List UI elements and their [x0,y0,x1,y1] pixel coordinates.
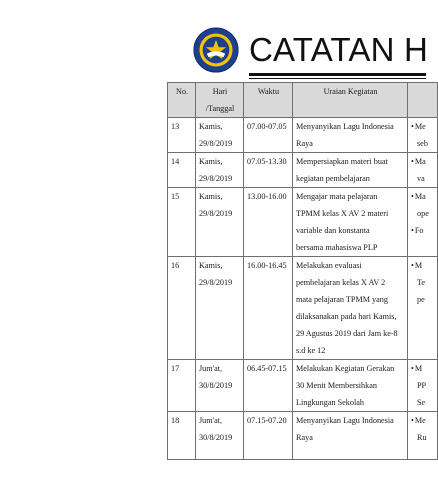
page-title: CATATAN H [249,31,429,68]
row-description: Menyanyikan Lagu Indonesia Raya [293,118,408,153]
title-underline-thin [249,78,426,79]
row-number: 14 [168,153,196,188]
row-number: 18 [168,412,196,460]
title-underline [249,73,426,76]
justified-line: Melakukan evaluasi [296,261,362,270]
table-row [168,118,438,153]
row-day: Kamis, 29/8/2019 [196,153,244,188]
row-number: 17 [168,360,196,412]
row-time: 07.00-07.05 [244,118,293,153]
row-notes: • Me Ru [408,412,438,460]
row-notes: • Me seb [408,118,438,153]
row-day: Kamis, 29/8/2019 [196,188,244,257]
row-day: Kamis, 29/8/2019 [196,118,244,153]
row-time: 07.05-13.30 [244,153,293,188]
row-day: Jum'at, 30/8/2019 [196,360,244,412]
table-header-row [168,83,438,118]
column-header-time: Waktu [244,83,293,118]
row-description: Melakukan Kegiatan Gerakan 30 Menit Membersihkan Lingkungan Sekolah [293,360,408,412]
column-header-notes [408,83,438,118]
row-notes: • Ma va [408,153,438,188]
row-number: 16 [168,257,196,360]
page-header [0,0,429,82]
column-header-no: No. [168,83,196,118]
activity-log-table [167,82,438,460]
row-notes: • M PP Se [408,360,438,412]
table-row [168,257,438,360]
row-number: 15 [168,188,196,257]
row-description: Menyanyikan Lagu Indonesia Raya [293,412,408,460]
column-header-day: Hari /Tanggal [196,83,244,118]
row-notes: • M Te pe [408,257,438,360]
university-logo [193,27,239,73]
row-time: 13.00-16.00 [244,188,293,257]
row-day: Jum'at, 30/8/2019 [196,412,244,460]
row-notes: • Ma ope • Fo [408,188,438,257]
row-description: Mengajar mata pelajaran TPMM kelas X AV 2 materi variable dan konstanta bersama mahasiswa PLP [293,188,408,257]
row-time: 07.15-07.20 [244,412,293,460]
table-row [168,153,438,188]
row-number: 13 [168,118,196,153]
table-row [168,188,438,257]
column-header-description: Uraian Kegiatan [293,83,408,118]
row-time: 16.00-16.45 [244,257,293,360]
row-day: Kamis, 29/8/2019 [196,257,244,360]
row-time: 06.45-07.15 [244,360,293,412]
row-description: Melakukan evaluasi pembelajaran kelas X AV 2 mata pelajaran TPMM yang dilaksanakan pada hari Kamis, 29 Agustus 2019 dari Jam ke-8 s.d ke 12 [293,257,408,360]
table-row [168,412,438,460]
table-row [168,360,438,412]
row-description: Mempersiapkan materi buat kegiatan pembelajaran [293,153,408,188]
